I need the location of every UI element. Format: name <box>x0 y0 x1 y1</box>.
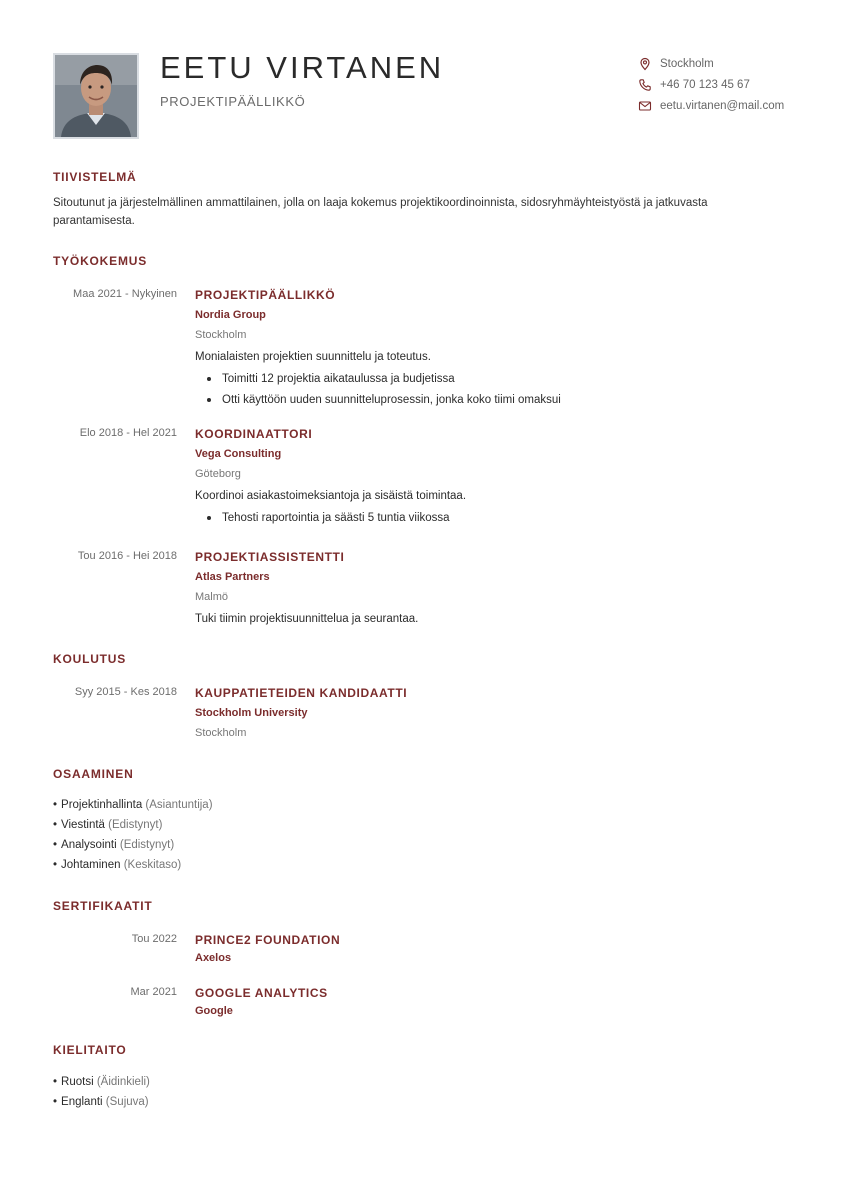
entry-title: PROJEKTIPÄÄLLIKKÖ <box>195 288 336 302</box>
section-title-languages: KIELITAITO <box>53 1043 127 1057</box>
entry-title: PROJEKTIASSISTENTTI <box>195 550 345 564</box>
profile-photo <box>53 53 139 139</box>
section-title-experience: TYÖKOKEMUS <box>53 254 148 268</box>
language-level: (Sujuva) <box>105 1096 149 1108</box>
location-pin-icon <box>638 57 652 71</box>
bullet-item: Tehosti raportointia ja säästi 5 tuntia viikossa <box>222 510 795 531</box>
entry-title: KOORDINAATTORI <box>195 427 313 441</box>
entry-date: Tou 2016 - Hei 2018 <box>77 550 177 562</box>
skill-item: • Johtaminen (Keskitaso) <box>53 859 182 871</box>
entry-date: Mar 2021 <box>130 986 177 998</box>
entry-organization: Stockholm University <box>195 707 308 719</box>
bullet-item: Toimitti 12 projektia aikataulussa ja budjetissa <box>222 371 795 392</box>
skill-level: (Asiantuntija) <box>145 799 213 811</box>
candidate-role: PROJEKTIPÄÄLLIKKÖ <box>160 94 306 109</box>
languages-list <box>53 1074 150 1114</box>
summary-text: Sitoutunut ja järjestelmällinen ammattilainen, jolla on laaja kokemus projektikoordinoinnista, sidosryhmäyhteistyöstä ja jatkuvasta parantamisesta. <box>53 197 708 227</box>
entry-organization: Vega Consulting <box>195 448 282 460</box>
skill-level: (Edistynyt) <box>119 839 175 851</box>
skill-item: • Analysointi (Edistynyt) <box>53 839 175 851</box>
entry-title: GOOGLE ANALYTICS <box>195 986 328 1000</box>
phone-icon <box>638 78 652 92</box>
skill-level: (Edistynyt) <box>108 819 163 831</box>
language-name: Englanti <box>61 1096 103 1108</box>
entry-organization: Nordia Group <box>195 309 266 321</box>
contact-block <box>638 53 784 116</box>
skill-level: (Keskitaso) <box>123 859 182 871</box>
skill-item: • Projektinhallinta (Asiantuntija) <box>53 799 213 811</box>
contact-email-text: eetu.virtanen@mail.com <box>660 99 785 112</box>
entry-location: Stockholm <box>195 329 247 341</box>
entry-organization: Atlas Partners <box>195 571 270 583</box>
skill-name: Johtaminen <box>61 859 121 871</box>
language-name: Ruotsi <box>61 1076 94 1088</box>
skill-item: • Viestintä (Edistynyt) <box>53 819 163 831</box>
bullet-item: Otti käyttöön uuden suunnitteluprosessin, jonka koko tiimi omaksui <box>222 392 795 413</box>
entry-description: Koordinoi asiakastoimeksiantoja ja sisäistä toimintaa. <box>195 490 467 502</box>
skill-name: Analysointi <box>61 839 117 851</box>
language-item: • Ruotsi (Äidinkieli) <box>53 1076 150 1088</box>
entry-date: Elo 2018 - Hel 2021 <box>79 427 177 439</box>
contact-location <box>638 53 784 74</box>
entry-location: Stockholm <box>195 727 247 739</box>
entry-description: Tuki tiimin projektisuunnittelua ja seurantaa. <box>195 613 419 625</box>
section-title-summary: TIIVISTELMÄ <box>53 170 137 184</box>
entry-location: Malmö <box>195 591 229 603</box>
section-title-education: KOULUTUS <box>53 652 127 666</box>
section-title-skills: OSAAMINEN <box>53 767 134 781</box>
entry-title: PRINCE2 FOUNDATION <box>195 933 341 947</box>
language-item: • Englanti (Sujuva) <box>53 1096 149 1108</box>
language-level: (Äidinkieli) <box>96 1076 150 1088</box>
skill-name: Viestintä <box>61 819 105 831</box>
entry-date: Tou 2022 <box>131 933 177 945</box>
entry-date: Syy 2015 - Kes 2018 <box>74 686 177 698</box>
entry-date: Maa 2021 - Nykyinen <box>73 288 177 300</box>
entry-organization: Axelos <box>195 952 232 964</box>
entry-title: KAUPPATIETEIDEN KANDIDAATTI <box>195 686 408 700</box>
entry-bullets <box>195 371 795 413</box>
contact-phone-text: +46 70 123 45 67 <box>660 78 750 91</box>
contact-email <box>638 95 784 116</box>
section-title-certificates: SERTIFIKAATIT <box>53 899 153 913</box>
entry-description: Monialaisten projektien suunnittelu ja toteutus. <box>195 351 431 363</box>
candidate-name: EETU VIRTANEN <box>160 50 445 85</box>
skills-list <box>53 797 213 877</box>
mail-icon <box>638 99 652 113</box>
contact-location-text: Stockholm <box>660 57 714 70</box>
contact-phone <box>638 74 784 95</box>
entry-bullets <box>195 510 795 531</box>
skill-name: Projektinhallinta <box>61 799 143 811</box>
entry-location: Göteborg <box>195 468 241 480</box>
entry-organization: Google <box>195 1005 233 1017</box>
